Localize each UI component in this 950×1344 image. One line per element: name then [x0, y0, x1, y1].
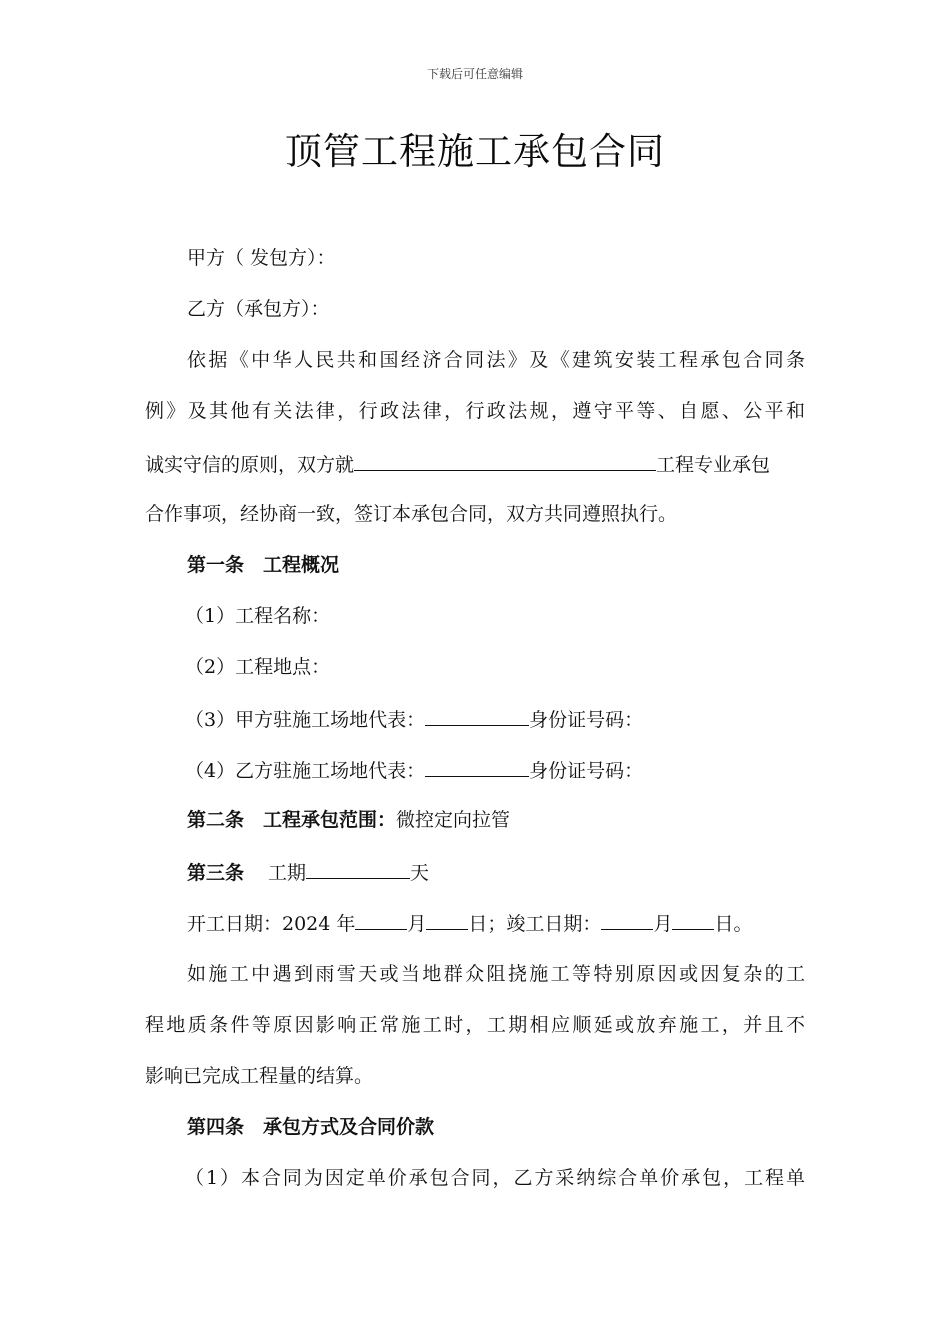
article-4-item-1: （1）本合同为因定单价承包合同，乙方采纳综合单价承包，工程单	[185, 1167, 805, 1189]
preamble-line-3-before: 诚实守信的原则，双方就	[145, 454, 355, 476]
project-name-blank	[354, 450, 656, 471]
start-month-label: 月	[407, 913, 427, 935]
article-3-para-line-3: 影响已完成工程量的结算。	[145, 1065, 374, 1087]
article-1-item-2: （2）工程地点：	[185, 656, 331, 678]
preamble-line-2: 例》及其他有关法律，行政法律，行政法规，遵守平等、自愿、公平和	[145, 400, 805, 422]
article-2-line	[187, 807, 510, 833]
article-1-item-3-label: （3）甲方驻施工场地代表：	[185, 709, 426, 731]
article-2-value: 微控定向拉管	[396, 809, 511, 831]
end-day-label: 日。	[714, 913, 753, 935]
article-1-item-4-id-label: 身份证号码：	[529, 760, 644, 782]
article-3-heading: 第三条	[187, 862, 245, 884]
article-4-heading: 第四条 承包方式及合同价款	[187, 1116, 435, 1138]
article-3-para-line-1: 如施工中遇到雨雪天或当地群众阻挠施工等特别原因或因复杂的工	[187, 963, 805, 985]
end-date-label: 日；竣工日期：	[468, 913, 602, 935]
preamble-line-1: 依据《中华人民共和国经济合同法》及《建筑安装工程承包合同条	[187, 349, 805, 371]
end-month-blank	[601, 909, 653, 930]
article-3-label: 工期	[268, 862, 307, 884]
article-3-line	[187, 858, 429, 886]
article-3-dates	[187, 909, 752, 937]
preamble-line-4: 合作事项，经协商一致，签订本承包合同，双方共同遵照执行。	[145, 503, 678, 525]
article-1-item-1: （1）工程名称：	[185, 605, 331, 627]
party-b-rep-blank	[425, 756, 529, 777]
start-date-label: 开工日期：2024 年	[187, 913, 356, 935]
article-1-item-4-label: （4）乙方驻施工场地代表：	[185, 760, 426, 782]
article-1-item-3	[185, 705, 643, 733]
start-month-blank	[355, 909, 407, 930]
end-day-blank	[672, 909, 714, 930]
article-2-heading: 第二条 工程承包范围：	[187, 809, 397, 831]
party-b-line: 乙方（承包方）：	[187, 298, 330, 320]
header-note: 下载后可任意编辑	[426, 67, 523, 81]
party-a-rep-blank	[425, 705, 529, 726]
start-day-blank	[426, 909, 468, 930]
preamble-line-3	[145, 450, 770, 478]
end-month-label: 月	[653, 913, 673, 935]
document-title: 顶管工程施工承包合同	[285, 130, 665, 173]
article-1-item-3-id-label: 身份证号码：	[529, 709, 644, 731]
party-a-line: 甲方（ 发包方）：	[187, 247, 336, 269]
duration-blank	[306, 858, 410, 879]
article-1-heading: 第一条 工程概况	[187, 554, 340, 576]
article-1-item-4	[185, 756, 643, 784]
article-3-para-line-2: 程地质条件等原因影响正常施工时，工期相应顺延或放弃施工，并且不	[145, 1014, 805, 1036]
article-3-unit: 天	[410, 862, 430, 884]
preamble-line-3-after: 工程专业承包	[656, 454, 771, 476]
